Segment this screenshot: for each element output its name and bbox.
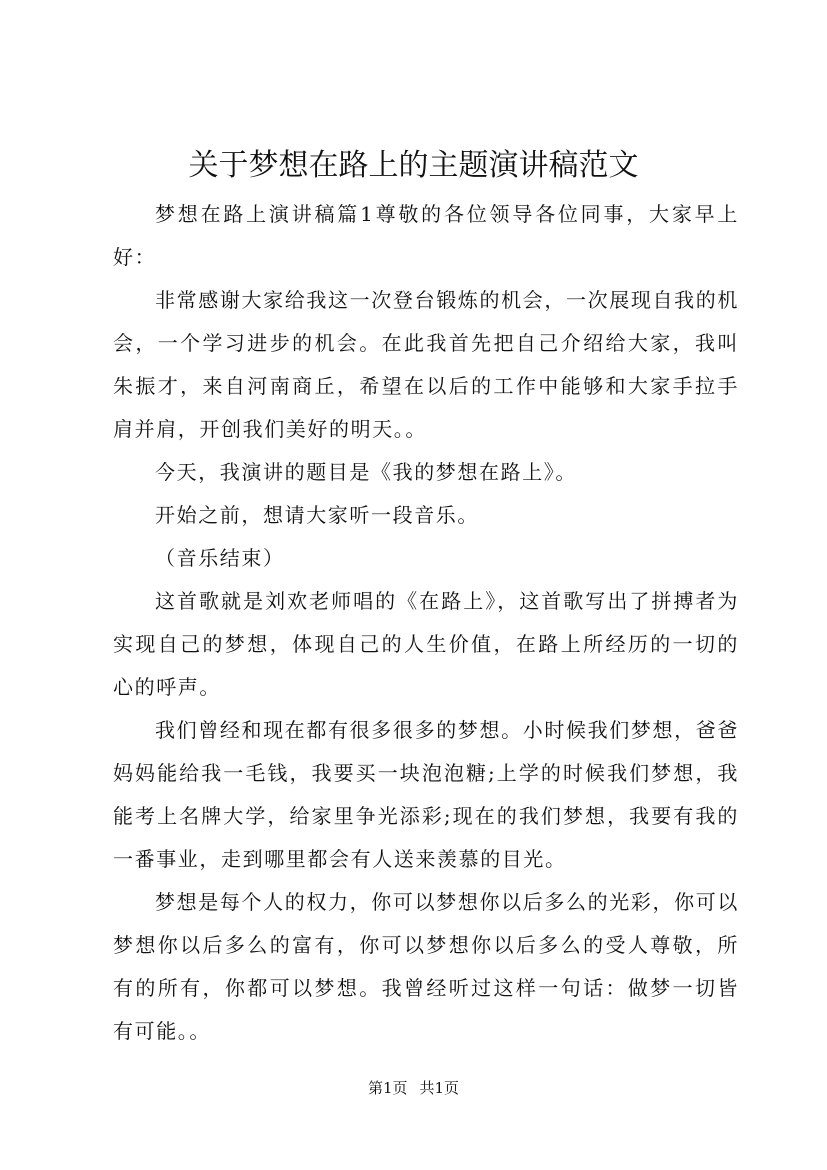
document-title: 关于梦想在路上的主题演讲稿范文 [188, 148, 639, 183]
page-number-label: 第1页 [367, 1079, 408, 1097]
paragraph: 梦想在路上演讲稿篇1尊敬的各位领导各位同事，大家早上好： [113, 202, 739, 269]
page-footer [0, 1077, 827, 1099]
page-total-label: 共1页 [419, 1079, 460, 1097]
paragraph: 开始之前，想请大家听一段音乐。 [155, 503, 479, 527]
document-body [113, 193, 739, 1053]
paragraph: 非常感谢大家给我这一次登台锻炼的机会，一次展现自我的机会，一个学习进步的机会。在此我首先把自己介绍给大家，我叫朱振才，来自河南商丘，希望在以后的工作中能够和大家手拉手肩并肩，开创我们美好的明天。。 [113, 288, 739, 441]
paragraph: 我们曾经和现在都有很多很多的梦想。小时候我们梦想，爸爸妈妈能给我一毛钱，我要买一块泡泡糖;上学的时候我们梦想，我能考上名牌大学，给家里争光添彩;现在的我们梦想，我要有我的一番事业，走到哪里都会有人送来羡慕的目光。 [113, 718, 739, 871]
paragraph: （音乐结束） [155, 546, 285, 570]
paragraph: 今天，我演讲的题目是《我的梦想在路上》。 [155, 460, 577, 484]
paragraph: 这首歌就是刘欢老师唱的《在路上》，这首歌写出了拼搏者为实现自己的梦想，体现自己的人生价值，在路上所经历的一切的心的呼声。 [113, 589, 739, 699]
paragraph: 梦想是每个人的权力，你可以梦想你以后多么的光彩，你可以梦想你以后多么的富有，你可以梦想你以后多么的受人尊敬，所有的所有，你都可以梦想。我曾经听过这样一句话：做梦一切皆有可能。。 [113, 890, 739, 1043]
